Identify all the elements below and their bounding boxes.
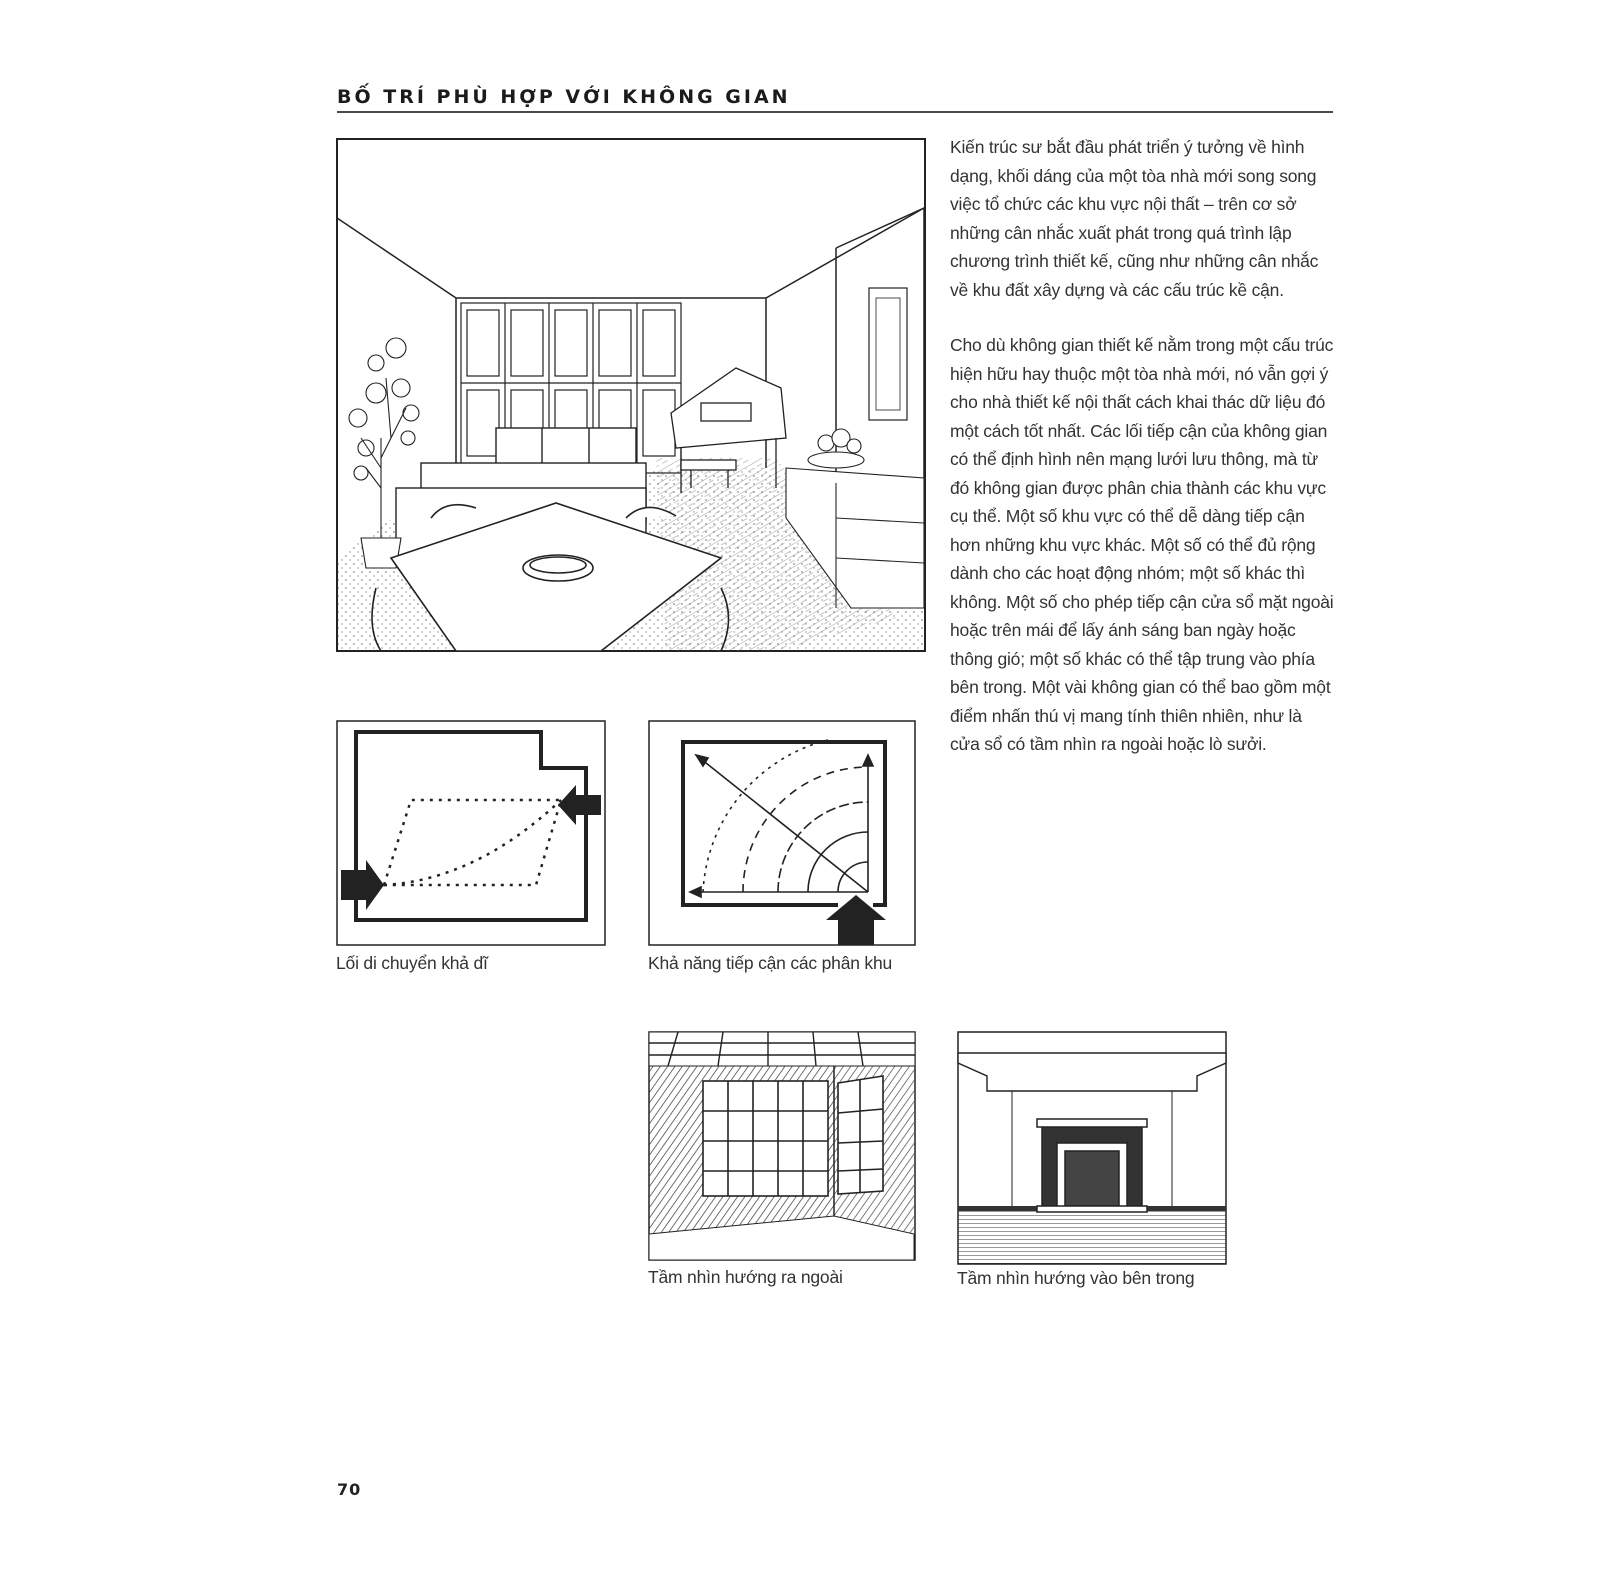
caption-inward-view: Tầm nhìn hướng vào bên trong — [957, 1268, 1195, 1288]
body-paragraph-1: Kiến trúc sư bắt đầu phát triển ý tưởng về hình dạng, khối dáng của một tòa nhà mới song song việc tổ chức các khu vực nội thất – trên cơ sở những cân nhắc xuất phát trong quá trình lập chương trình thiết kế, cũng như những cân nhắc về khu đất xây dựng và các cấu trúc kề cận. — [950, 137, 1319, 300]
zone-access-diagram — [648, 720, 920, 948]
outward-view-illustration — [648, 1031, 920, 1263]
title-rule — [337, 111, 1333, 113]
inward-view-illustration — [957, 1031, 1233, 1267]
circulation-diagram — [336, 720, 610, 948]
page-title: BỐ TRÍ PHÙ HỢP VỚI KHÔNG GIAN — [337, 86, 791, 108]
caption-zones: Khả năng tiếp cận các phân khu — [648, 953, 893, 973]
caption-outward-view: Tầm nhìn hướng ra ngoài — [648, 1267, 843, 1287]
caption-circulation: Lối di chuyển khả dĩ — [336, 953, 488, 973]
page-number: 70 — [337, 1480, 362, 1499]
body-paragraph-2: Cho dù không gian thiết kế nằm trong một cấu trúc hiện hữu hay thuộc một tòa nhà mới, nó vẫn gợi ý cho nhà thiết kế nội thất cách khai thác dữ liệu đó một cách tốt nhất. Các lối tiếp cận của không gian có thể định hình nên mạng lưới lưu thông, mà từ đó không gian được phân chia thành các khu vực cụ thể. Một số khu vực có thể dễ dàng tiếp cận hơn những khu vực khác. Một số có thể đủ rộng dành cho các hoạt động nhóm; một số khác thì không. Một số cho phép tiếp cận cửa sổ mặt ngoài hoặc trên mái để lấy ánh sáng ban ngày hoặc thông gió; một số khác có thể tập trung vào phía bên trong. Một vài không gian có thể bao gồm một điểm nhấn thú vị mang tính thiên nhiên, như là cửa sổ có tầm nhìn ra ngoài hoặc lò sưởi. — [950, 335, 1334, 754]
interior-perspective-illustration — [336, 138, 926, 652]
